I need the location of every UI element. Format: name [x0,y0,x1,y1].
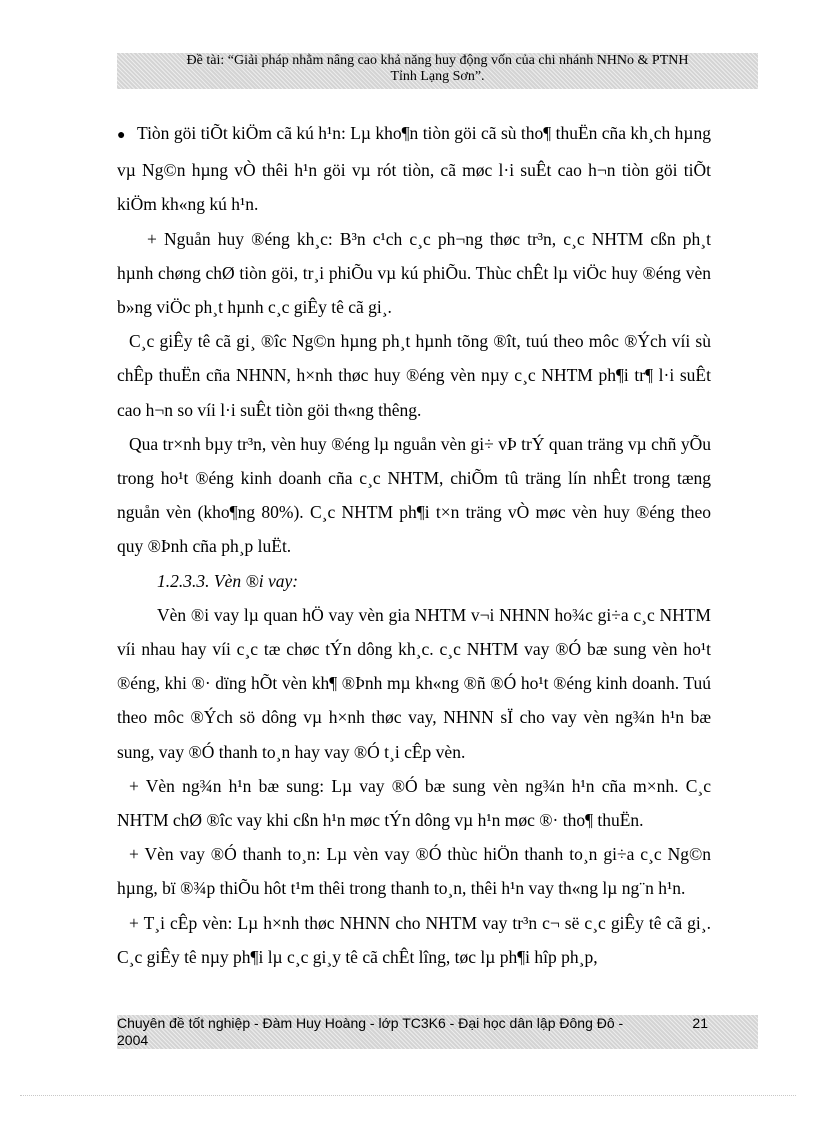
paragraph-other-sources: + Nguån huy ®éng kh¸c: B³n c¹ch c¸c ph¬ng thøc tr³n, c¸c NHTM cßn ph¸t hµnh chøng chØ tiòn göi, tr¸i phiÕu vµ kú phiÕu. Thùc chÊt lµ viÖc huy ®éng vèn b»ng viÖc ph¸t hµnh c¸c giÊy tê cã gi¸. [117,228,711,318]
paragraph-refinancing: + T¸i cÊp vèn: Lµ h×nh thøc NHNN cho NHTM vay tr³n c¬ së c¸c giÊy tê cã gi¸. C¸c giÊy tê nµy ph¶i lµ c¸c gi¸y tê cã chÊt lîng, tøc lµ ph¶i hîp ph¸p, [117,912,711,967]
paragraph-bullet: ● Tiòn göi tiÕt kiÖm cã kú h¹n: Lµ kho¶n tiòn göi cã sù tho¶ thuËn cña kh¸ch hµng vµ Ng©n hµng vÒ thêi h¹n göi vµ rót tiòn, cã møc l·i suÊt cao h¬n tiòn göi tiÕt kiÖm kh«ng kú h¹n. [117,116,711,222]
page-header [117,53,758,89]
page-bottom-divider [20,1095,796,1096]
paragraph-short-term-supplement: + Vèn ng¾n h¹n bæ sung: Lµ vay ®Ó bæ sung vèn ng¾n h¹n cña m×nh. C¸c NHTM chØ ®îc vay khi cßn h¹n møc tÝn dông vµ h¹n møc ®· tho¶ thuËn. [117,775,711,831]
paragraph-payment-loan: + Vèn vay ®Ó thanh to¸n: Lµ vèn vay ®Ó thùc hiÖn thanh to¸n gi÷a c¸c Ng©n hµng, bï ®¾p thiÕu hôt t¹m thêi trong thanh to¸n, thêi h¹n vay th«ng lµ ng¨n h¹n. [117,844,711,899]
header-line-2: Tỉnh Lạng Sơn”. [390,69,485,84]
section-heading: 1.2.3.3. Vèn ®i vay: [157,570,299,591]
page-footer [117,1015,758,1049]
footer-text: Chuyên đề tốt nghiệp - Đàm Huy Hoàng - lớp TC3K6 - Đại học dân lập Đông Đô - [117,1015,624,1031]
document-body [117,116,711,974]
page-number: 21 [692,1015,708,1031]
paragraph-valuable-papers: C¸c giÊy tê cã gi¸ ®îc Ng©n hµng ph¸t hµnh tõng ®ît, tuú theo môc ®Ých víi sù chÊp thuËn cña NHNN, h×nh thøc huy ®éng vèn nµy c¸c NHTM ph¶i tr¶ l·i suÊt cao h¬n so víi l·i suÊt tiòn göi th«ng thêng. [117,331,711,420]
footer-year: 2004 [117,1032,149,1048]
bullet-icon: ● [117,128,126,143]
paragraph-borrowed-capital: Vèn ®i vay lµ quan hÖ vay vèn gia NHTM v¬i NHNN ho¾c gi÷a c¸c NHTM víi nhau hay víi c¸c tæ chøc tÝn dông kh¸c. c¸c NHTM vay ®Ó bæ sung vèn ho¹t ®éng, khi ®· dïng hÕt vèn kh¶ ®Þnh mµ kh«ng ®ñ ®Ó ho¹t ®éng kinh doanh. Tuú theo môc ®Ých sö dông vµ h×nh thøc vay, NHNN sÏ cho vay vèn ng¾n h¹n bæ sung, vay ®Ó thanh to¸n hay vay ®Ó t¸i cÊp vèn. [117,604,711,762]
paragraph-summary: Qua tr×nh bµy tr³n, vèn huy ®éng lµ nguån vèn gi÷ vÞ trÝ quan träng vµ chñ yÕu trong ho¹t ®éng kinh doanh cña c¸c NHTM, chiÕm tû träng lín nhÊt trong tæng nguån vèn (kho¶ng 80%). C¸c NHTM ph¶i t×n träng vÒ møc vèn huy ®éng theo quy ®Þnh cña ph¸p luËt. [117,433,711,557]
header-line-1: Đề tài: “Giải pháp nhằm nâng cao khả năng huy động vốn của chi nhánh NHNo & PTNH [186,53,689,68]
